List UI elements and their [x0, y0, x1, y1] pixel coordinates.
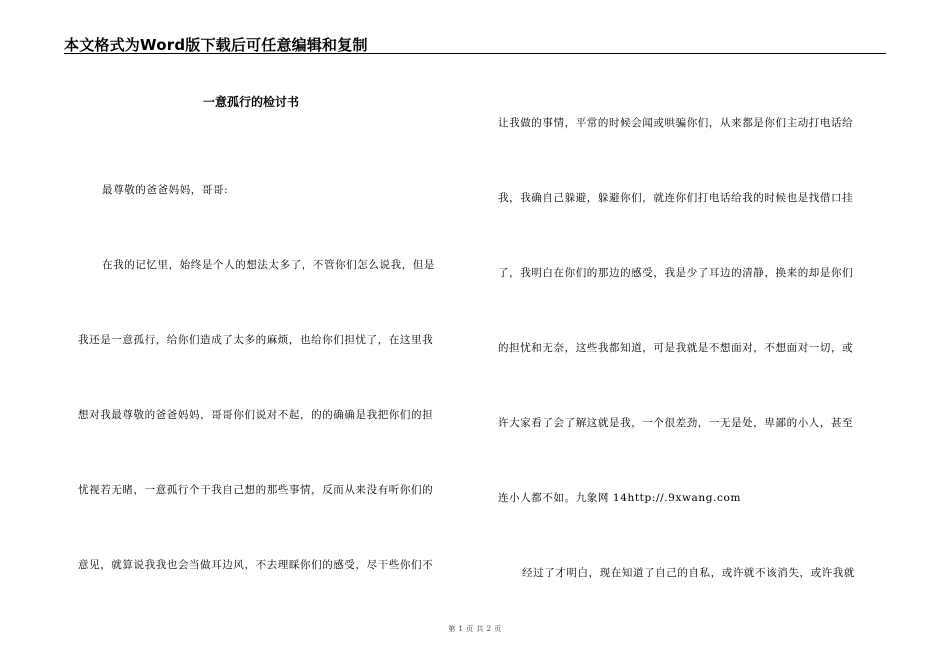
body-line: 忧视若无睹，一意孤行个干我自己想的那些事情，反而从来没有听你们的	[78, 484, 434, 496]
document-title: 一意孤行的检讨书	[202, 95, 299, 109]
body-line: 最尊敬的爸爸妈妈，哥哥:	[102, 184, 229, 196]
document-header: 本文格式为Word版下载后可任意编辑和复制	[64, 36, 368, 54]
body-line: 意见，就算说我我也会当做耳边风，不去理睬你们的感受，尽干些你们不	[78, 559, 434, 571]
body-line: 让我做的事情，平常的时候会闻或哄骗你们，从来都是你们主动打电话给	[498, 117, 854, 129]
header-rule	[64, 53, 886, 54]
right-column	[498, 86, 884, 611]
body-line: 我还是一意孤行，给你们造成了太多的麻烦，也给你们担忧了，在这里我	[78, 334, 434, 346]
body-line: 想对我最尊敬的爸爸妈妈，哥哥你们说对不起，的的确确是我把你们的担	[78, 409, 434, 421]
body-line: 在我的记忆里，始终是个人的想法太多了，不管你们怎么说我，但是	[102, 259, 435, 271]
spacer	[78, 86, 464, 161]
body-line: 许大家看了会了解这就是我，一个很差劲，一无是处，卑鄙的小人，甚至	[498, 417, 854, 429]
body-line: 了，我明白在你们的那边的感受，我是少了耳边的清静，换来的却是你们	[498, 267, 854, 279]
body-line: 连小人都不如。九象网 14http://.9xwang.com	[498, 492, 742, 504]
left-column	[78, 86, 464, 603]
body-line: 经过了才明白，现在知道了自己的自私，或许就不该消失，或许我就	[522, 567, 855, 579]
page-number: 第 1 页 共 2 页	[448, 625, 502, 633]
body-line: 我，我确自己躲避，躲避你们，就连你们打电话给我的时候也是找借口挂	[498, 192, 854, 204]
body-line: 的担忧和无奈，这些我都知道，可是我就是不想面对，不想面对一切，或	[498, 342, 854, 354]
